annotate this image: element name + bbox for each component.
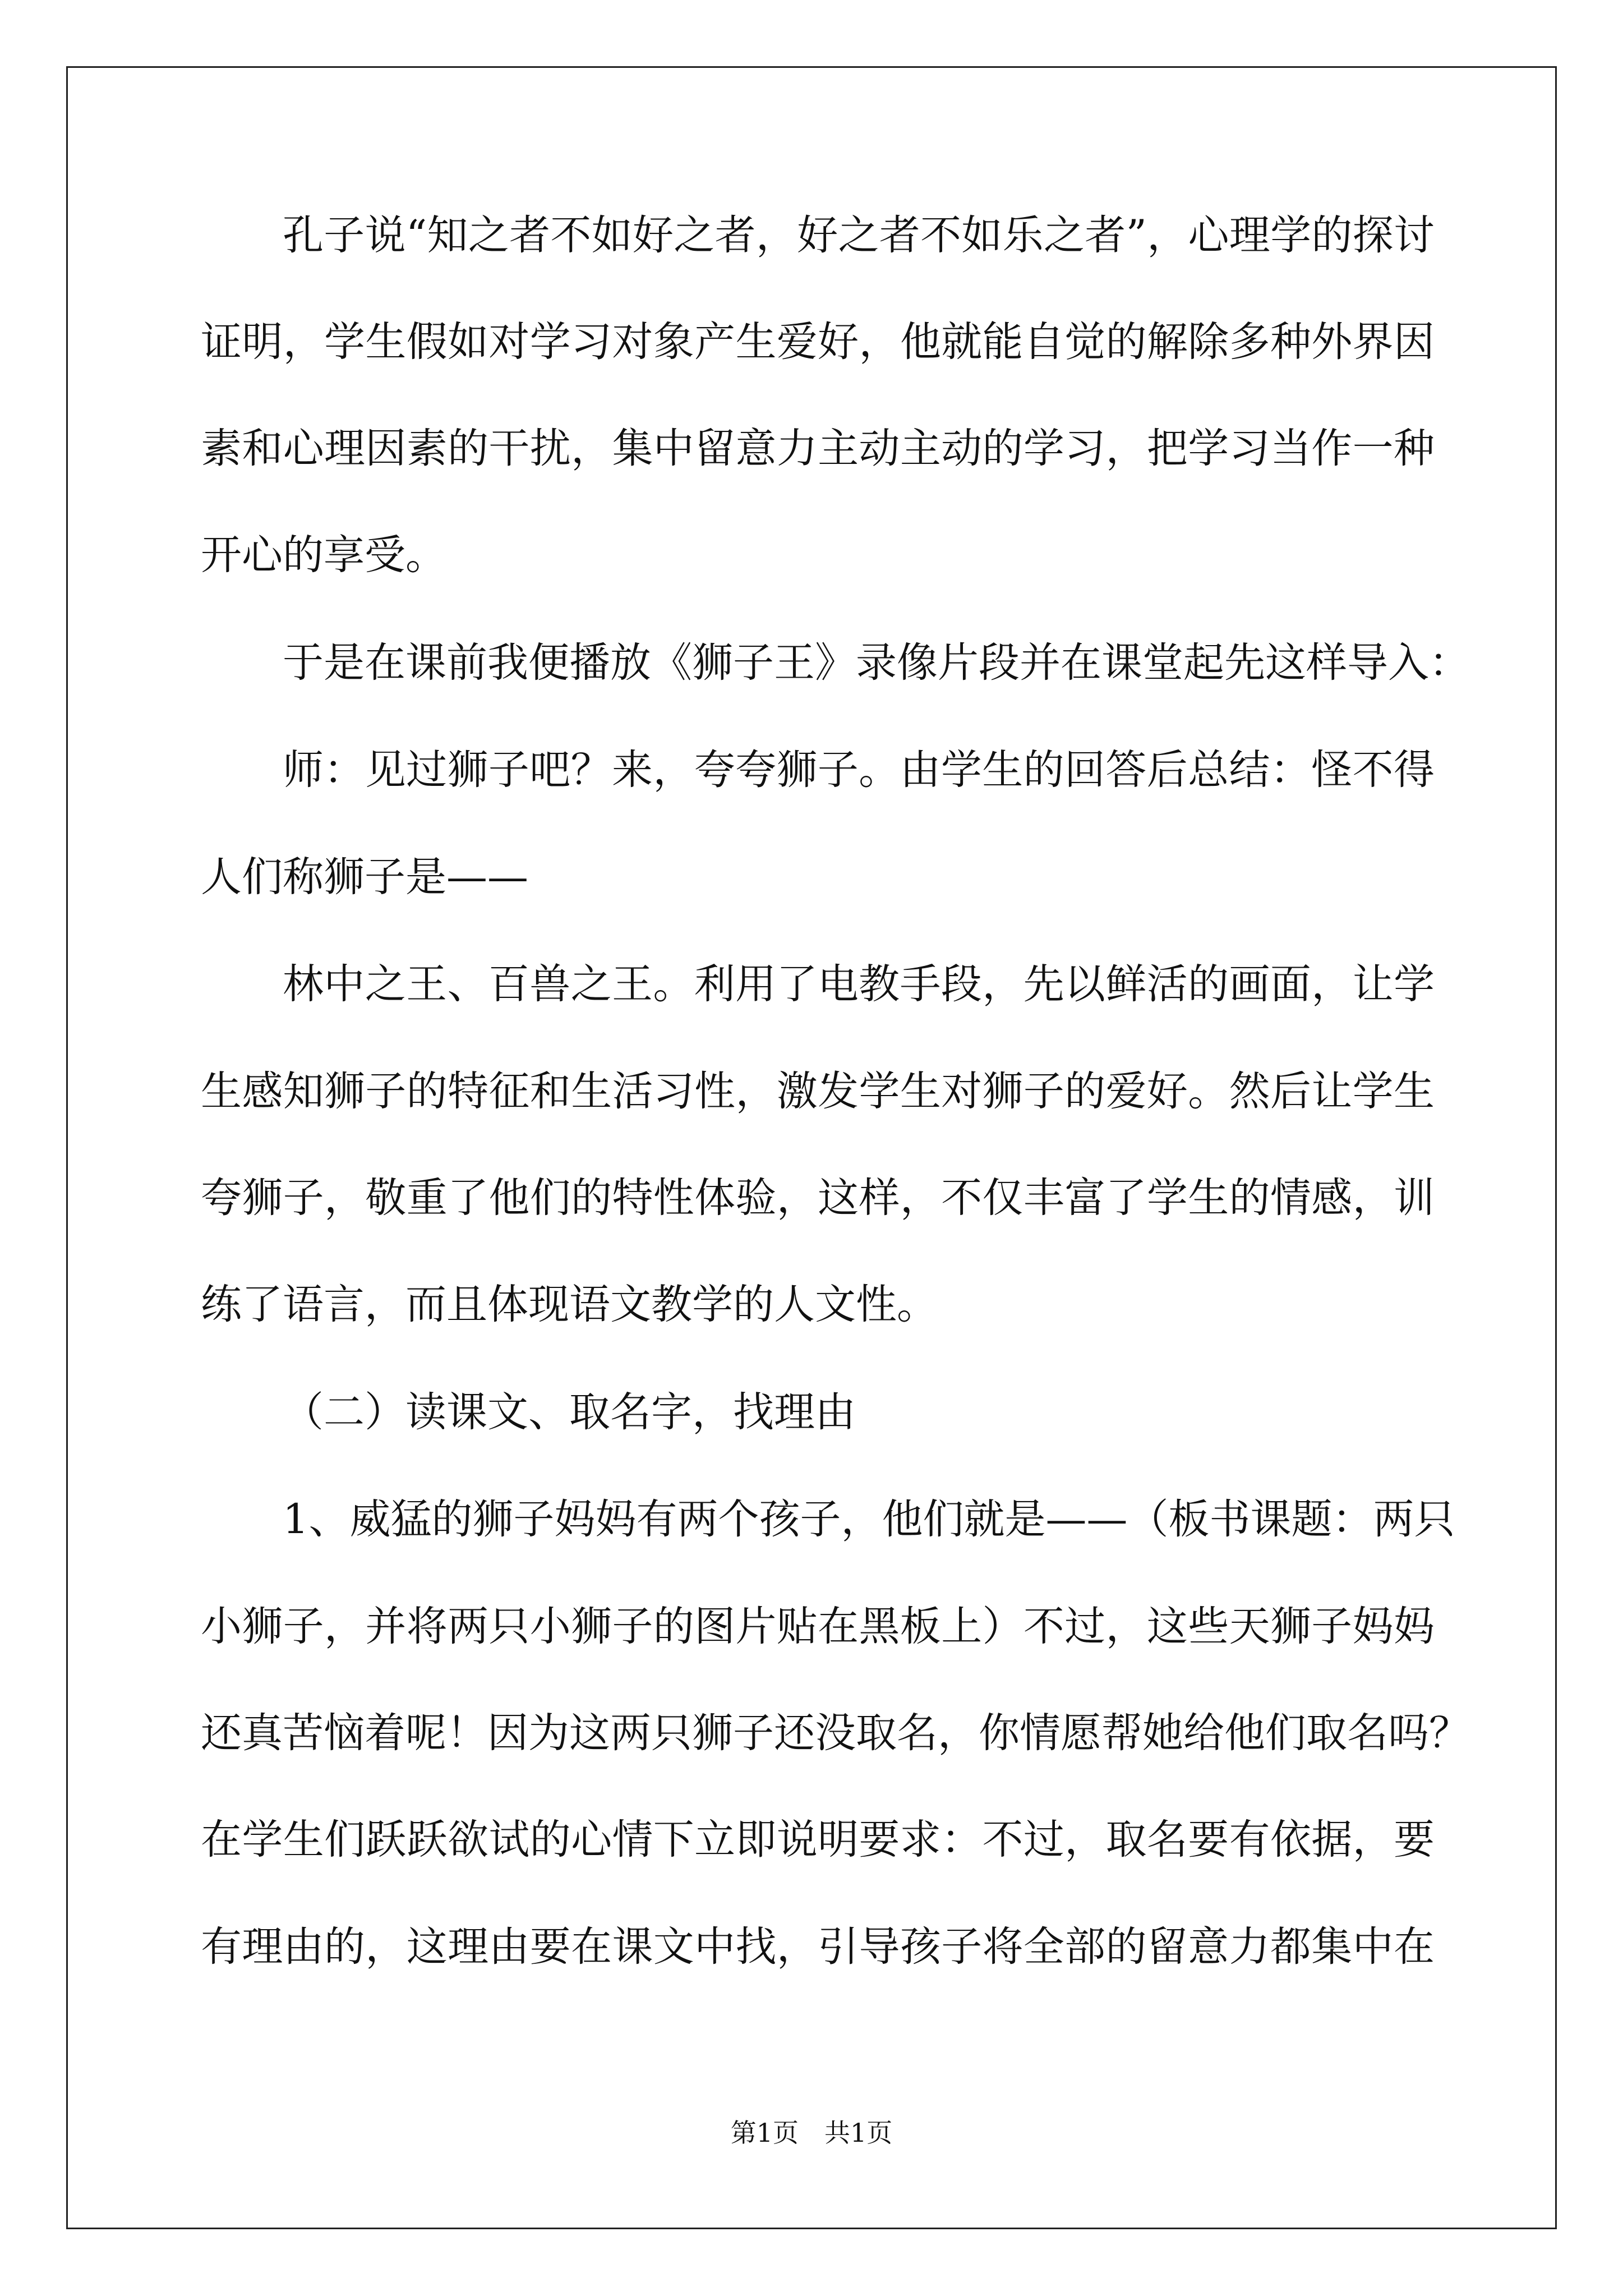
text-line: 1、威猛的狮子妈妈有两个孩子，他们就是——（板书课题：两只 xyxy=(283,1496,1455,1543)
text-line: 练了语言，而且体现语文教学的人文性。 xyxy=(201,1281,938,1328)
text-line: 有理由的，这理由要在课文中找，引导孩子将全部的留意力都集中在 xyxy=(201,1923,1435,1971)
text-line: 生感知狮子的特征和生活习性，激发学生对狮子的爱好。然后让学生 xyxy=(201,1068,1435,1115)
text-line: 林中之王、百兽之王。利用了电教手段，先以鲜活的画面，让学 xyxy=(283,960,1435,1008)
text-line: 开心的享受。 xyxy=(201,531,446,579)
text-line: 素和心理因素的干扰，集中留意力主动主动的学习，把学习当作一种 xyxy=(201,425,1435,472)
text-line: 孔子说“知之者不如好之者，好之者不如乐之者”，心理学的探讨 xyxy=(283,211,1435,259)
page-footer: 第1页 共1页 xyxy=(730,2118,893,2148)
text-line: 人们称狮子是—— xyxy=(201,853,528,901)
text-line: 师：见过狮子吧？来，夸夸狮子。由学生的回答后总结：怪不得 xyxy=(283,746,1435,794)
text-line: 夸狮子，敬重了他们的特性体验，这样，不仅丰富了学生的情感，训 xyxy=(201,1174,1435,1222)
section-heading: （二）读课文、取名字，找理由 xyxy=(283,1388,856,1436)
text-line: 小狮子，并将两只小狮子的图片贴在黑板上）不过，这些天狮子妈妈 xyxy=(201,1603,1435,1650)
text-line: 在学生们跃跃欲试的心情下立即说明要求：不过，取名要有依据，要 xyxy=(201,1816,1435,1864)
text-line: 于是在课前我便播放《狮子王》录像片段并在课堂起先这样导入： xyxy=(283,639,1470,687)
page-border xyxy=(66,66,1557,2229)
text-line: 还真苦恼着呢！因为这两只狮子还没取名，你情愿帮她给他们取名吗？ xyxy=(201,1709,1470,1757)
text-line: 证明，学生假如对学习对象产生爱好，他就能自觉的解除多种外界因 xyxy=(201,318,1435,366)
